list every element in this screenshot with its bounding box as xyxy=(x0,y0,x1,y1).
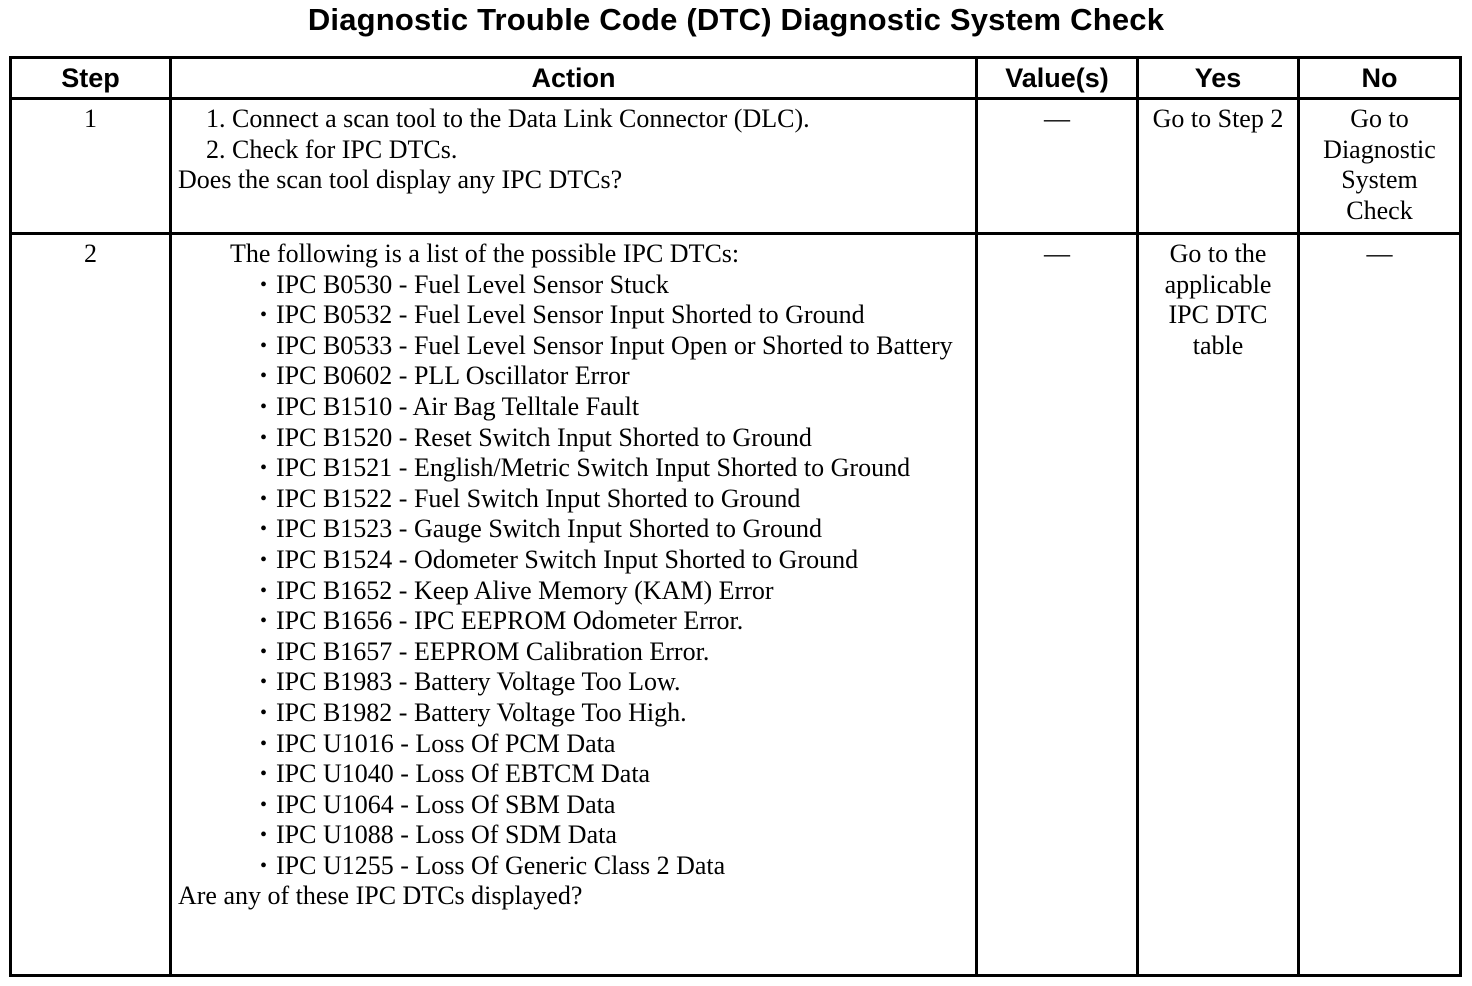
dtc-list-item: • IPC B1520 - Reset Switch Input Shorted to Ground xyxy=(260,423,969,454)
yes-cell: Go to Step 2 xyxy=(1138,99,1299,234)
dtc-list-item: • IPC B0602 - PLL Oscillator Error xyxy=(260,361,969,392)
action-question: Does the scan tool display any IPC DTCs? xyxy=(178,165,623,195)
dtc-list-item: • IPC B0530 - Fuel Level Sensor Stuck xyxy=(260,270,969,301)
action-cell xyxy=(171,234,977,976)
action-question: Are any of these IPC DTCs displayed? xyxy=(178,881,583,911)
table-row-step-2 xyxy=(11,234,1461,976)
yes-cell: Go to the applicable IPC DTC table xyxy=(1138,234,1299,976)
action-step: 2. Check for IPC DTCs. xyxy=(206,134,458,164)
table-row-step-1 xyxy=(11,99,1461,234)
column-header-values: Value(s) xyxy=(977,58,1138,99)
dtc-list-item: • IPC B1522 - Fuel Switch Input Shorted to Ground xyxy=(260,484,969,515)
dtc-list-item: • IPC B1524 - Odometer Switch Input Shorted to Ground xyxy=(260,545,969,576)
no-cell: — xyxy=(1299,234,1461,976)
dtc-list-item: • IPC B1983 - Battery Voltage Too Low. xyxy=(260,667,969,698)
dtc-list-item: • IPC U1040 - Loss Of EBTCM Data xyxy=(260,759,969,790)
dtc-list-item: • IPC B1521 - English/Metric Switch Input Shorted to Ground xyxy=(260,453,969,484)
column-header-step: Step xyxy=(11,58,171,99)
dtc-table xyxy=(9,56,1462,977)
action-intro: The following is a list of the possible IPC DTCs: xyxy=(230,239,740,268)
dtc-list-item: • IPC B0533 - Fuel Level Sensor Input Open or Shorted to Battery xyxy=(260,331,969,362)
step-number: 1 xyxy=(11,99,171,234)
dtc-list-item: • IPC B1652 - Keep Alive Memory (KAM) Error xyxy=(260,576,969,607)
column-header-no: No xyxy=(1299,58,1461,99)
dtc-list-item: • IPC U1088 - Loss Of SDM Data xyxy=(260,820,969,851)
action-steps-list xyxy=(178,104,969,165)
dtc-list-item: • IPC B1982 - Battery Voltage Too High. xyxy=(260,698,969,729)
value-cell: — xyxy=(977,234,1138,976)
action-step: 1. Connect a scan tool to the Data Link Connector (DLC). xyxy=(206,104,810,133)
action-cell xyxy=(171,99,977,234)
value-cell: — xyxy=(977,99,1138,234)
dtc-list-item: • IPC U1255 - Loss Of Generic Class 2 Data xyxy=(260,851,969,882)
no-cell: Go to Diagnostic System Check xyxy=(1299,99,1461,234)
dtc-list-item: • IPC B1523 - Gauge Switch Input Shorted to Ground xyxy=(260,514,969,545)
dtc-list-item: • IPC B1656 - IPC EEPROM Odometer Error. xyxy=(260,606,969,637)
column-header-action: Action xyxy=(171,58,977,99)
dtc-list-item: • IPC B1510 - Air Bag Telltale Fault xyxy=(260,392,969,423)
dtc-list-item: • IPC B0532 - Fuel Level Sensor Input Shorted to Ground xyxy=(260,300,969,331)
dtc-list xyxy=(178,270,969,882)
table-header-row xyxy=(11,58,1461,99)
dtc-list-item: • IPC B1657 - EEPROM Calibration Error. xyxy=(260,637,969,668)
column-header-yes: Yes xyxy=(1138,58,1299,99)
step-number: 2 xyxy=(11,234,171,976)
dtc-list-item: • IPC U1016 - Loss Of PCM Data xyxy=(260,729,969,760)
dtc-list-item: • IPC U1064 - Loss Of SBM Data xyxy=(260,790,969,821)
page-title: Diagnostic Trouble Code (DTC) Diagnostic System Check xyxy=(307,2,1165,37)
